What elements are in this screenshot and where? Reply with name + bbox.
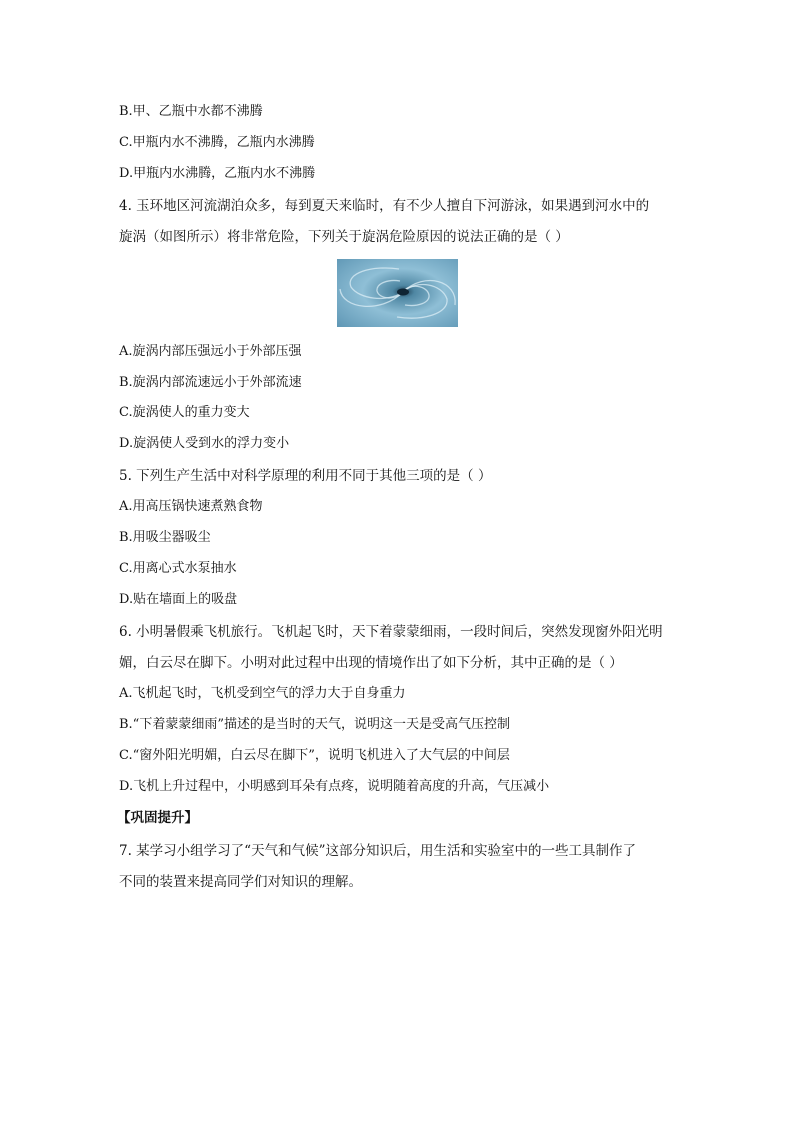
q5-option-b: B.用吸尘器吸尘 xyxy=(119,530,211,545)
q4-option-b: B.旋涡内部流速远小于外部流速 xyxy=(119,375,302,390)
q6-stem-line2: 媚，白云尽在脚下。小明对此过程中出现的情境作出了如下分析，其中正确的是（ ） xyxy=(119,655,623,671)
q6-stem-line1: 6. 小明暑假乘飞机旅行。飞机起飞时，天下着蒙蒙细雨，一段时间后，突然发现窗外阳光明 xyxy=(119,624,663,640)
q3-option-d: D.甲瓶内水沸腾，乙瓶内水不沸腾 xyxy=(119,166,316,181)
q3-option-b: B.甲、乙瓶中水都不沸腾 xyxy=(119,104,263,119)
q5-option-c: C.用离心式水泵抽水 xyxy=(119,561,237,576)
section-heading: 【巩固提升】 xyxy=(117,810,198,826)
q6-option-a: A.飞机起飞时，飞机受到空气的浮力大于自身重力 xyxy=(119,686,406,701)
whirlpool-image xyxy=(337,259,458,327)
q7-stem-line1: 7. 某学习小组学习了“天气和气候”这部分知识后，用生活和实验室中的一些工具制作了 xyxy=(119,843,636,859)
q6-option-d: D.飞机上升过程中，小明感到耳朵有点疼，说明随着高度的升高，气压减小 xyxy=(119,779,550,794)
q4-option-c: C.旋涡使人的重力变大 xyxy=(119,405,250,420)
q7-stem-line2: 不同的装置来提高同学们对知识的理解。 xyxy=(119,874,362,890)
q4-stem-line1: 4. 玉环地区河流湖泊众多，每到夏天来临时，有不少人擅自下河游泳，如果遇到河水中的 xyxy=(119,198,650,214)
q5-option-d: D.贴在墙面上的吸盘 xyxy=(119,592,238,607)
q6-option-c: C.“窗外阳光明媚，白云尽在脚下”，说明飞机进入了大气层的中间层 xyxy=(119,748,510,763)
q5-stem: 5. 下列生产生活中对科学原理的利用不同于其他三项的是（ ） xyxy=(119,468,492,484)
q4-stem-line2: 旋涡（如图所示）将非常危险，下列关于旋涡危险原因的说法正确的是（ ） xyxy=(119,229,569,245)
q4-option-a: A.旋涡内部压强远小于外部压强 xyxy=(119,344,302,359)
q3-option-c: C.甲瓶内水不沸腾，乙瓶内水沸腾 xyxy=(119,135,315,150)
q6-option-b: B.“下着蒙蒙细雨”描述的是当时的天气，说明这一天是受高气压控制 xyxy=(119,717,510,732)
q5-option-a: A.用高压锅快速煮熟食物 xyxy=(119,499,263,514)
q4-option-d: D.旋涡使人受到水的浮力变小 xyxy=(119,436,290,451)
